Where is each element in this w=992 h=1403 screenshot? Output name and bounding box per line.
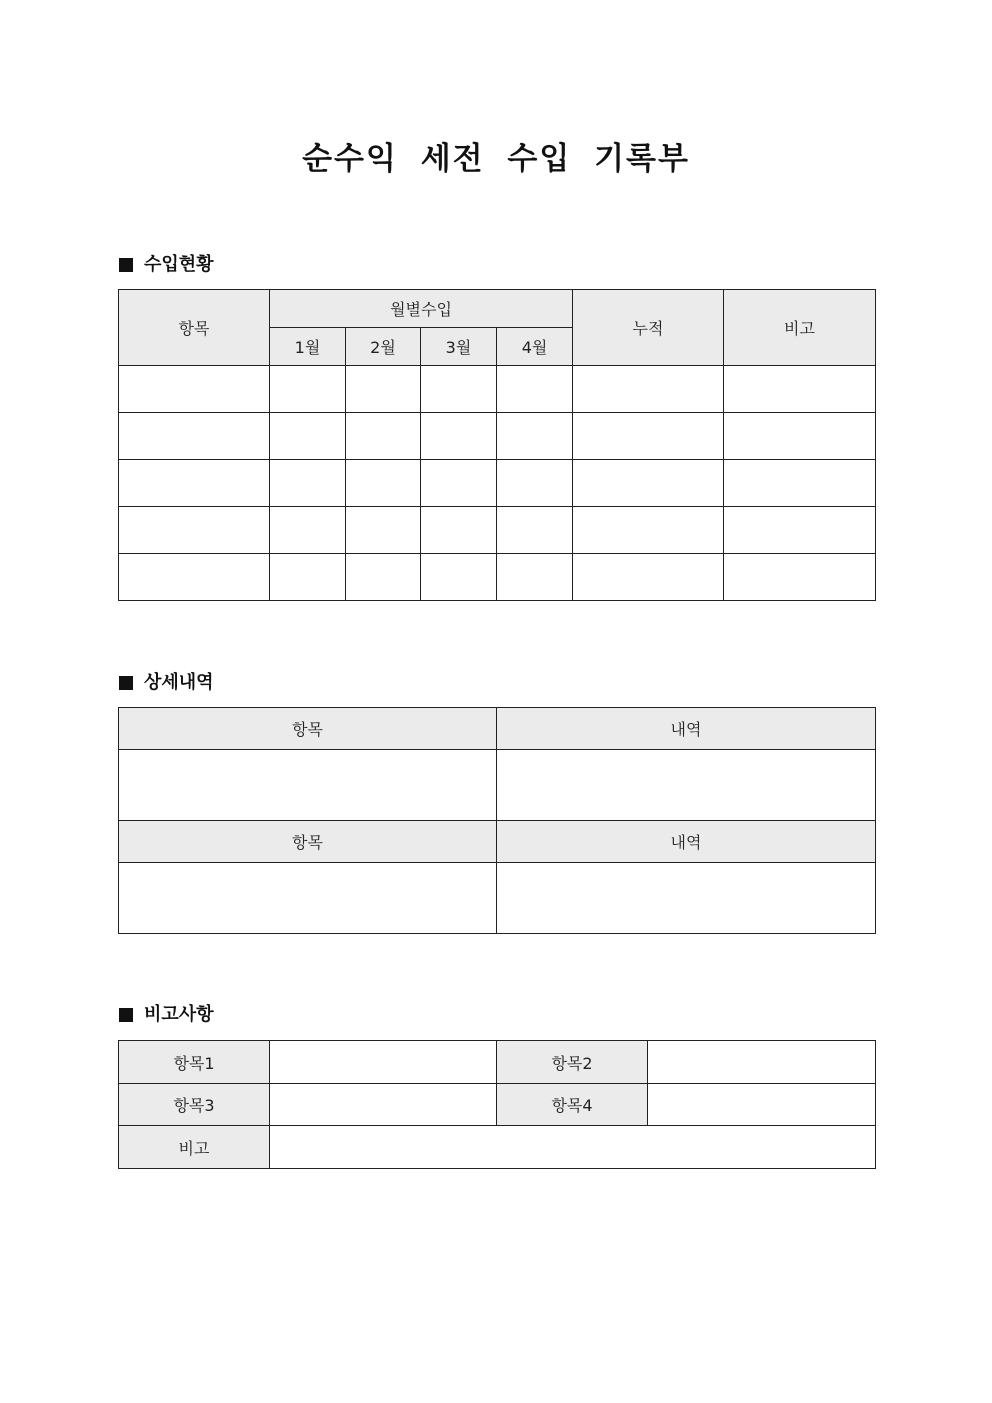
table-cell[interactable] (421, 507, 497, 554)
value-item-2[interactable] (648, 1041, 876, 1084)
header-cumulative: 누적 (573, 290, 724, 366)
table-cell[interactable] (119, 413, 270, 460)
table-cell[interactable] (724, 413, 876, 460)
table-cell[interactable] (421, 413, 497, 460)
table-cell[interactable] (573, 366, 724, 413)
header-detail: 내역 (497, 821, 876, 863)
table-cell[interactable] (119, 863, 497, 934)
table-cell[interactable] (573, 460, 724, 507)
header-monthly-income: 월별수입 (270, 290, 573, 328)
square-bullet-icon (119, 1008, 133, 1022)
table-cell[interactable] (497, 750, 876, 821)
table-cell[interactable] (497, 366, 573, 413)
table-cell[interactable] (270, 554, 346, 601)
header-item: 항목 (119, 821, 497, 863)
table-cell[interactable] (119, 554, 270, 601)
table-cell[interactable] (497, 413, 573, 460)
square-bullet-icon (119, 676, 133, 690)
table-row (119, 366, 876, 413)
table-row (119, 413, 876, 460)
header-month-1: 1월 (270, 328, 346, 366)
square-bullet-icon (119, 258, 133, 272)
table-cell[interactable] (573, 507, 724, 554)
table-cell[interactable] (346, 554, 421, 601)
label-item-2: 항목2 (497, 1041, 648, 1084)
section-heading-label: 수입현황 (144, 254, 214, 275)
table-cell[interactable] (724, 554, 876, 601)
table-cell[interactable] (573, 413, 724, 460)
remarks-table (118, 1040, 876, 1169)
header-note: 비고 (724, 290, 876, 366)
value-item-3[interactable] (270, 1084, 497, 1126)
label-item-3: 항목3 (119, 1084, 270, 1126)
header-month-3: 3월 (421, 328, 497, 366)
table-cell[interactable] (724, 460, 876, 507)
table-cell[interactable] (270, 460, 346, 507)
table-cell[interactable] (119, 460, 270, 507)
table-cell[interactable] (346, 460, 421, 507)
table-row (119, 554, 876, 601)
table-row (119, 863, 876, 934)
table-cell[interactable] (497, 507, 573, 554)
table-cell[interactable] (497, 554, 573, 601)
section-heading-label: 비고사항 (144, 1004, 214, 1025)
label-note: 비고 (119, 1126, 270, 1169)
section-heading-income-status (119, 253, 214, 277)
table-cell[interactable] (346, 366, 421, 413)
table-cell[interactable] (497, 863, 876, 934)
table-cell[interactable] (270, 366, 346, 413)
section-heading-remarks (119, 1003, 214, 1027)
header-month-2: 2월 (346, 328, 421, 366)
value-note[interactable] (270, 1126, 876, 1169)
label-item-1: 항목1 (119, 1041, 270, 1084)
header-detail: 내역 (497, 708, 876, 750)
table-cell[interactable] (573, 554, 724, 601)
table-cell[interactable] (346, 413, 421, 460)
table-cell[interactable] (421, 366, 497, 413)
table-cell[interactable] (497, 460, 573, 507)
table-cell[interactable] (119, 366, 270, 413)
details-table (118, 707, 876, 934)
table-cell[interactable] (421, 460, 497, 507)
label-item-4: 항목4 (497, 1084, 648, 1126)
table-row (119, 750, 876, 821)
table-cell[interactable] (270, 413, 346, 460)
table-cell[interactable] (346, 507, 421, 554)
table-row (119, 507, 876, 554)
table-cell[interactable] (421, 554, 497, 601)
header-month-4: 4월 (497, 328, 573, 366)
income-status-table (118, 289, 876, 601)
header-item: 항목 (119, 290, 270, 366)
value-item-4[interactable] (648, 1084, 876, 1126)
table-cell[interactable] (270, 507, 346, 554)
table-cell[interactable] (119, 750, 497, 821)
header-item: 항목 (119, 708, 497, 750)
section-heading-label: 상세내역 (144, 672, 214, 693)
table-row (119, 460, 876, 507)
table-cell[interactable] (119, 507, 270, 554)
section-heading-details (119, 671, 214, 695)
value-item-1[interactable] (270, 1041, 497, 1084)
table-cell[interactable] (724, 507, 876, 554)
table-cell[interactable] (724, 366, 876, 413)
page-title: 순수익 세전 수입 기록부 (302, 141, 690, 177)
